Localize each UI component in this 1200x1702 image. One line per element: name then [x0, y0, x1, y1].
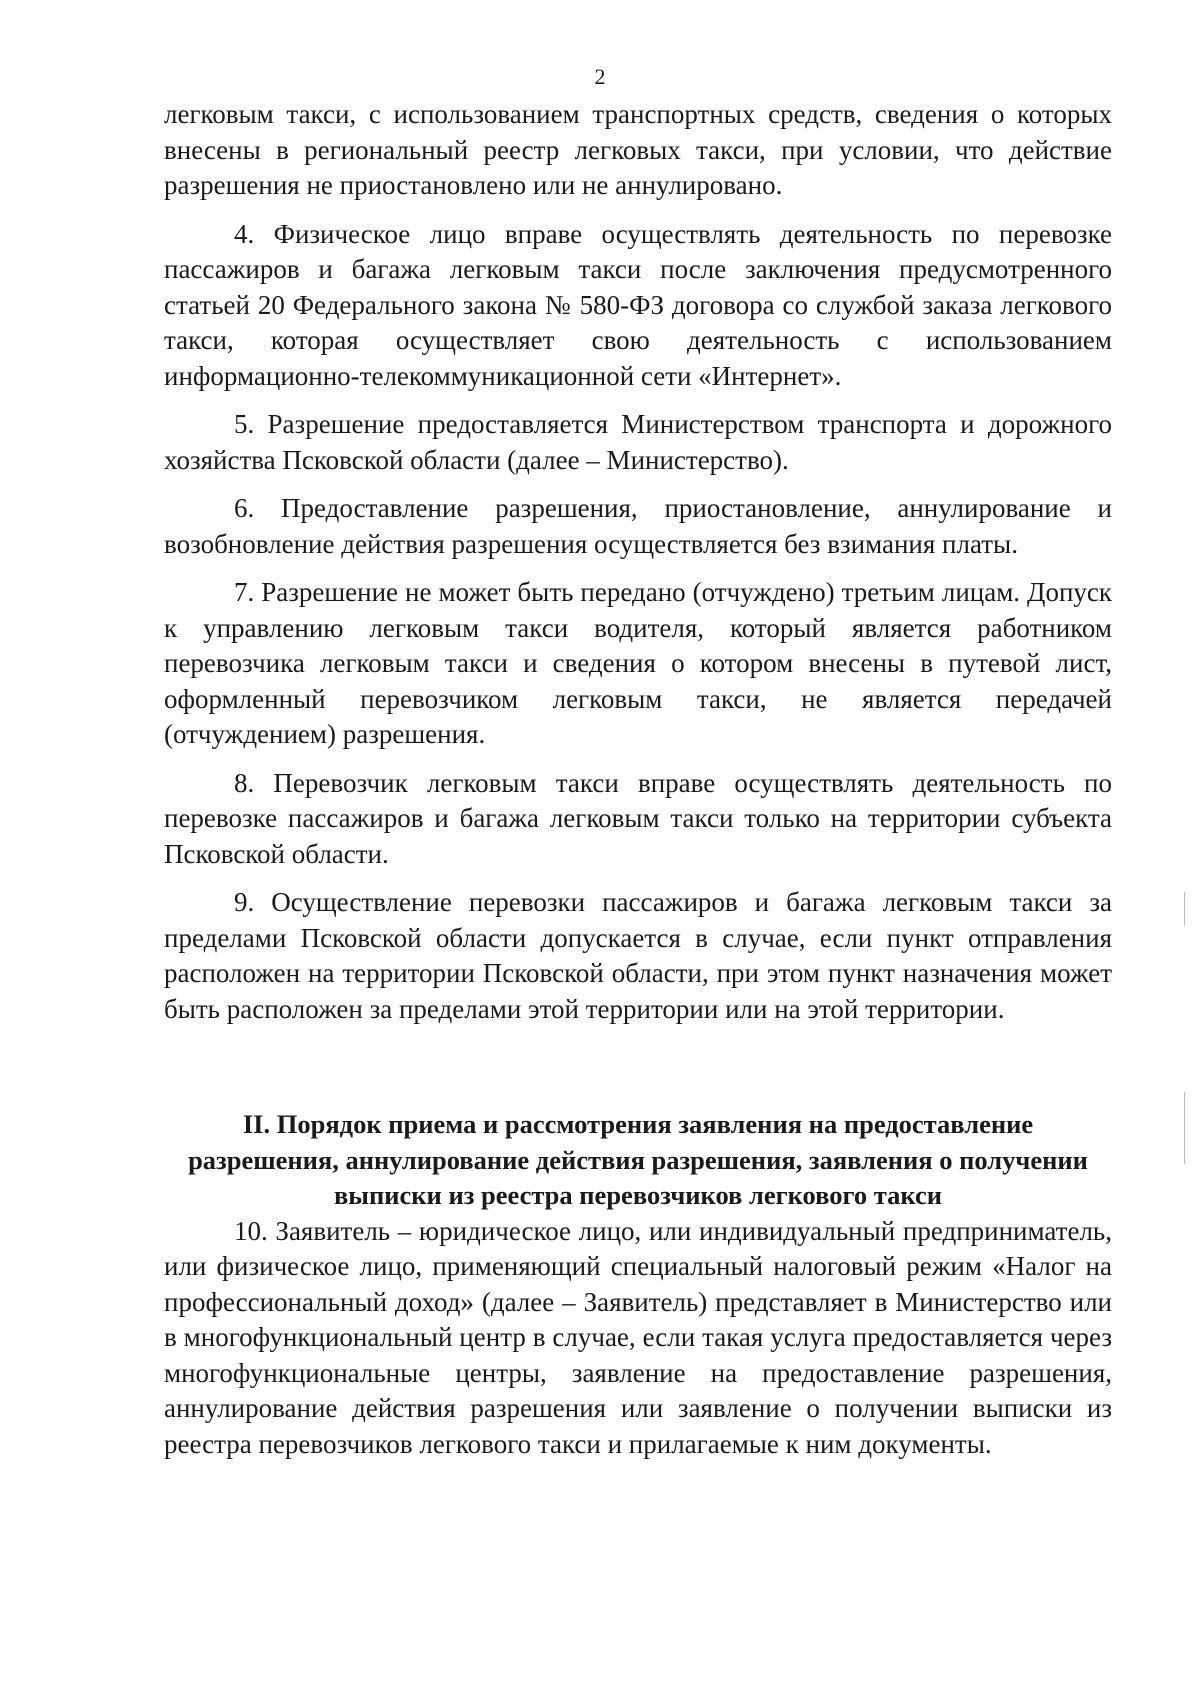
paragraph-5: 5. Разрешение предоставляется Министерством транспорта и дорожного хозяйства Псковской области (далее – Министерство). [164, 409, 1112, 475]
paragraph-6: 6. Предоставление разрешения, приостановление, аннулирование и возобновление действия разрешения осуществляется без взимания платы. [164, 493, 1112, 559]
paragraph-7: 7. Разрешение не может быть передано (отчуждено) третьим лицам. Допуск к управлению легковым такси водителя, который является работником перевозчика легковым такси и сведения о котором внесены в путевой лист, оформленный перевозчиком легковым такси, не является передачей (отчуждением) разрешения. [164, 577, 1112, 749]
scan-edge-mark [1184, 1092, 1185, 1164]
paragraph-10: 10. Заявитель – юридическое лицо, или индивидуальный предприниматель, или физическое лицо, применяющий специальный налоговый режим «Налог на профессиональный доход» (далее – Заявитель) представляет в Министерство или в многофункциональный центр в случае, если такая услуга предоставляется через многофункциональные центры, заявление на предоставление разрешения, аннулирование действия разрешения или заявление о получении выписки из реестра перевозчиков легкового такси и прилагаемые к ним документы. [164, 1215, 1112, 1459]
page-number: 2 [594, 64, 606, 89]
paragraph-8: 8. Перевозчик легковым такси вправе осуществлять деятельность по перевозке пассажиров и багажа легковым такси только на территории субъекта Псковской области. [164, 767, 1112, 869]
paragraph-9: 9. Осуществление перевозки пассажиров и багажа легковым такси за пределами Псковской области допускается в случае, если пункт отправления расположен на территории Псковской области, при этом пункт назначения может быть расположен за пределами этой территории или на этой территории. [164, 887, 1112, 1024]
scan-edge-mark [1184, 892, 1185, 926]
document-body [164, 97, 1112, 1462]
section-heading: II. Порядок приема и рассмотрения заявления на предоставление разрешения, аннулирование действия разрешения, заявления о получении выписки из реестра перевозчиков легкового такси [188, 1109, 1088, 1210]
paragraph-continuation: легковым такси, с использованием транспортных средств, сведения о которых внесены в региональный реестр легковых такси, при условии, что действие разрешения не приостановлено или не аннулировано. [164, 99, 1112, 200]
paragraph-4: 4. Физическое лицо вправе осуществлять деятельность по перевозке пассажиров и багажа легковым такси после заключения предусмотренного статьей 20 Федерального закона № 580-ФЗ договора со службой заказа легкового такси, которая осуществляет свою деятельность с использованием информационно-телекоммуникационной сети «Интернет». [164, 218, 1112, 391]
